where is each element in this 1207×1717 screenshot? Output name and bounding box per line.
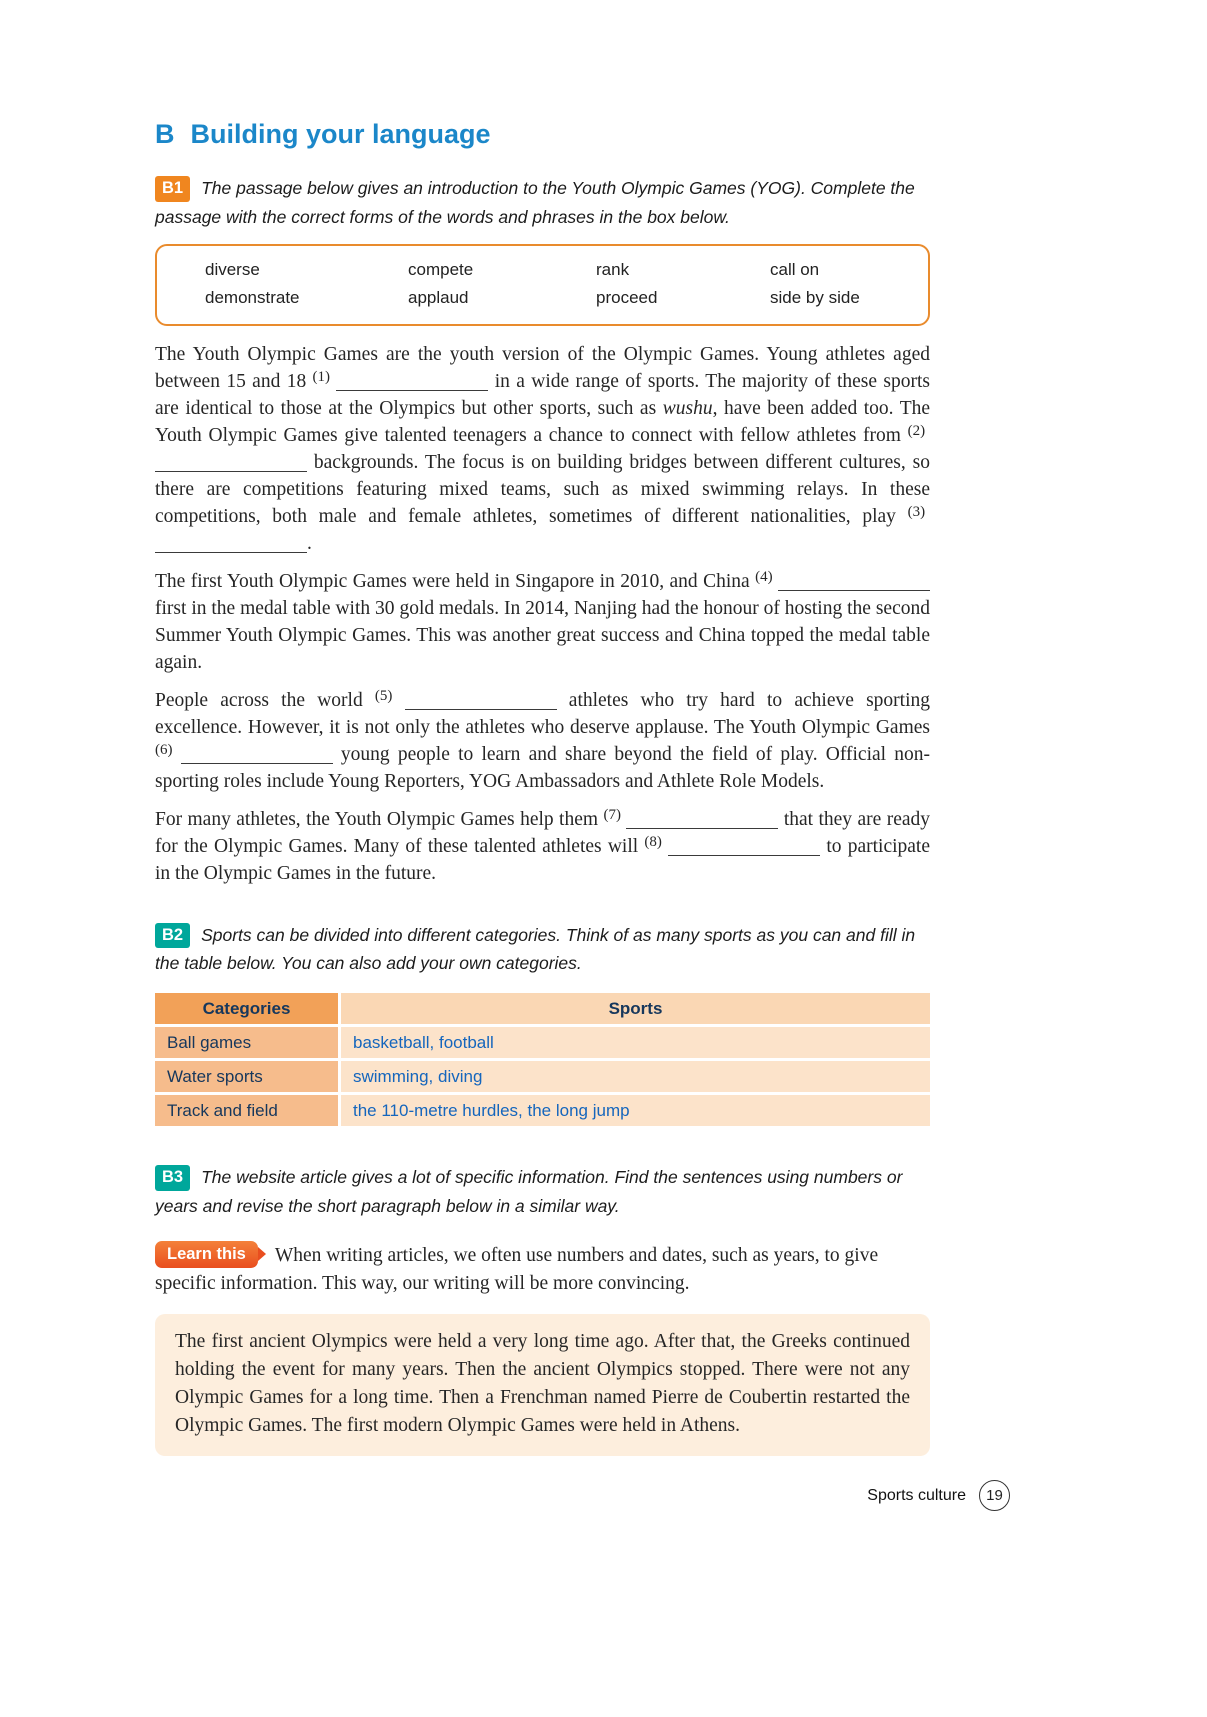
answer-blank (155, 550, 307, 553)
category-cell: Track and field (155, 1095, 338, 1126)
b2-instructions-text: Sports can be divided into different categories. Think of as many sports as you can and fill in the table below. You can also add your own categories. (155, 924, 916, 973)
page-title-text: Building your language (190, 119, 491, 149)
table-header-row (155, 993, 930, 1024)
word-item: rank (596, 259, 630, 279)
answer-blank (626, 826, 778, 829)
answer-blank (336, 388, 488, 391)
learn-this-text: When writing articles, we often use numbers and dates, such as years, to give specific information. This way, our writing will be more convincing. (155, 1244, 879, 1294)
passage-paragraph: The Youth Olympic Games are the youth version of the Olympic Games. Young athletes aged between 15 and 18 $^{(1)}$ in a wide range of sports. The majority of these sports are identical to those at the Olympics but other sports, such as wushu, have been added too. The Youth Olympic Games give talented teenagers a chance to connect with fellow athletes from $^{(2)}$ backgrounds. The focus is on building bridges between different cultures, so there are competitions featuring mixed teams, such as mixed swimming relays. In these competitions, both male and female athletes, sometimes of different nationalities, play $^{(3)}$ . (155, 343, 931, 554)
sports-cell: basketball, football (341, 1027, 930, 1058)
blank-number: (1) (312, 368, 331, 385)
category-cell: Ball games (155, 1027, 338, 1058)
answer-blank (181, 761, 333, 764)
word-item: applaud (408, 287, 469, 307)
sports-cell: the 110-metre hurdles, the long jump (341, 1095, 930, 1126)
answer-blank (778, 588, 930, 591)
b3-instructions (155, 1163, 930, 1220)
b2-badge: B2 (155, 923, 190, 949)
table-header-categories: Categories (155, 993, 338, 1024)
word-item: diverse (205, 259, 260, 279)
word-item: compete (408, 259, 474, 279)
b1-badge: B1 (155, 176, 190, 202)
page-footer (867, 1480, 1010, 1511)
blank-number: (3) (907, 503, 926, 520)
word-box-row (205, 256, 918, 284)
word-item: call on (770, 259, 820, 279)
b1-passage (155, 341, 930, 887)
blank-number: (5) (374, 687, 393, 704)
page-content (155, 118, 930, 1456)
section-letter: B (155, 119, 175, 149)
answer-blank (155, 469, 307, 472)
table-header-sports: Sports (341, 993, 930, 1024)
blank-number: (7) (603, 806, 621, 823)
b1-instructions-text: The passage below gives an introduction to the Youth Olympic Games (YOG). Complete the passage with the correct forms of the words and phrases in the box below. (155, 178, 915, 227)
learn-this-badge: Learn this (155, 1241, 258, 1269)
footer-label: Sports culture (867, 1486, 966, 1504)
table-row (155, 1027, 930, 1058)
b2-instructions (155, 921, 930, 978)
blank-number: (4) (755, 568, 773, 585)
passage-paragraph: For many athletes, the Youth Olympic Games help them $^{(7)}$ that they are ready for the Olympic Games. Many of these talented athletes will $^{(8)}$ to participate in the Olympic Games in the future. (155, 806, 931, 884)
answer-blank (668, 853, 820, 856)
b3-instructions-text: The website article gives a lot of specific information. Find the sentences using numbers or years and revise the short paragraph below in a similar way. (155, 1167, 903, 1216)
category-cell: Water sports (155, 1061, 338, 1092)
italic-term: wushu (662, 397, 713, 419)
passage-paragraph: People across the world $^{(5)}$ athletes who try hard to achieve sporting excellence. However, it is not only the athletes who deserve applause. The Youth Olympic Games $^{(6)}$ young people to learn and share beyond the field of play. Official non-sporting roles include Young Reporters, YOG Ambassadors and Athlete Role Models. (155, 687, 931, 792)
table-row (155, 1061, 930, 1092)
b3-badge: B3 (155, 1165, 190, 1191)
b1-instructions (155, 174, 930, 231)
passage-paragraph: The first Youth Olympic Games were held in Singapore in 2010, and China $^{(4)}$ first in the medal table with 30 gold medals. In 2014, Nanjing had the honour of hosting the second Summer Youth Olympic Games. This was another great success and China topped the medal table again. (155, 568, 930, 673)
word-box (155, 244, 930, 326)
word-item: proceed (596, 287, 658, 307)
blank-number: (2) (907, 422, 926, 439)
sports-categories-table (152, 990, 933, 1129)
example-paragraph-box: The first ancient Olympics were held a very long time ago. After that, the Greeks continued holding the event for many years. Then the ancient Olympics stopped. There were not any Olympic Games for a long time. Then a Frenchman named Pierre de Coubertin restarted the Olympic Games. The first modern Olympic Games were held in Athens. (155, 1314, 930, 1456)
sports-cell: swimming, diving (341, 1061, 930, 1092)
blank-number: (8) (644, 833, 662, 850)
page-title (155, 118, 930, 150)
table-row (155, 1095, 930, 1126)
blank-number: (6) (155, 741, 173, 758)
answer-blank (405, 707, 557, 710)
learn-this (155, 1242, 930, 1299)
word-item: demonstrate (205, 287, 300, 307)
word-box-row (205, 284, 918, 312)
word-item: side by side (770, 287, 860, 307)
page-number-badge: 19 (979, 1480, 1010, 1511)
